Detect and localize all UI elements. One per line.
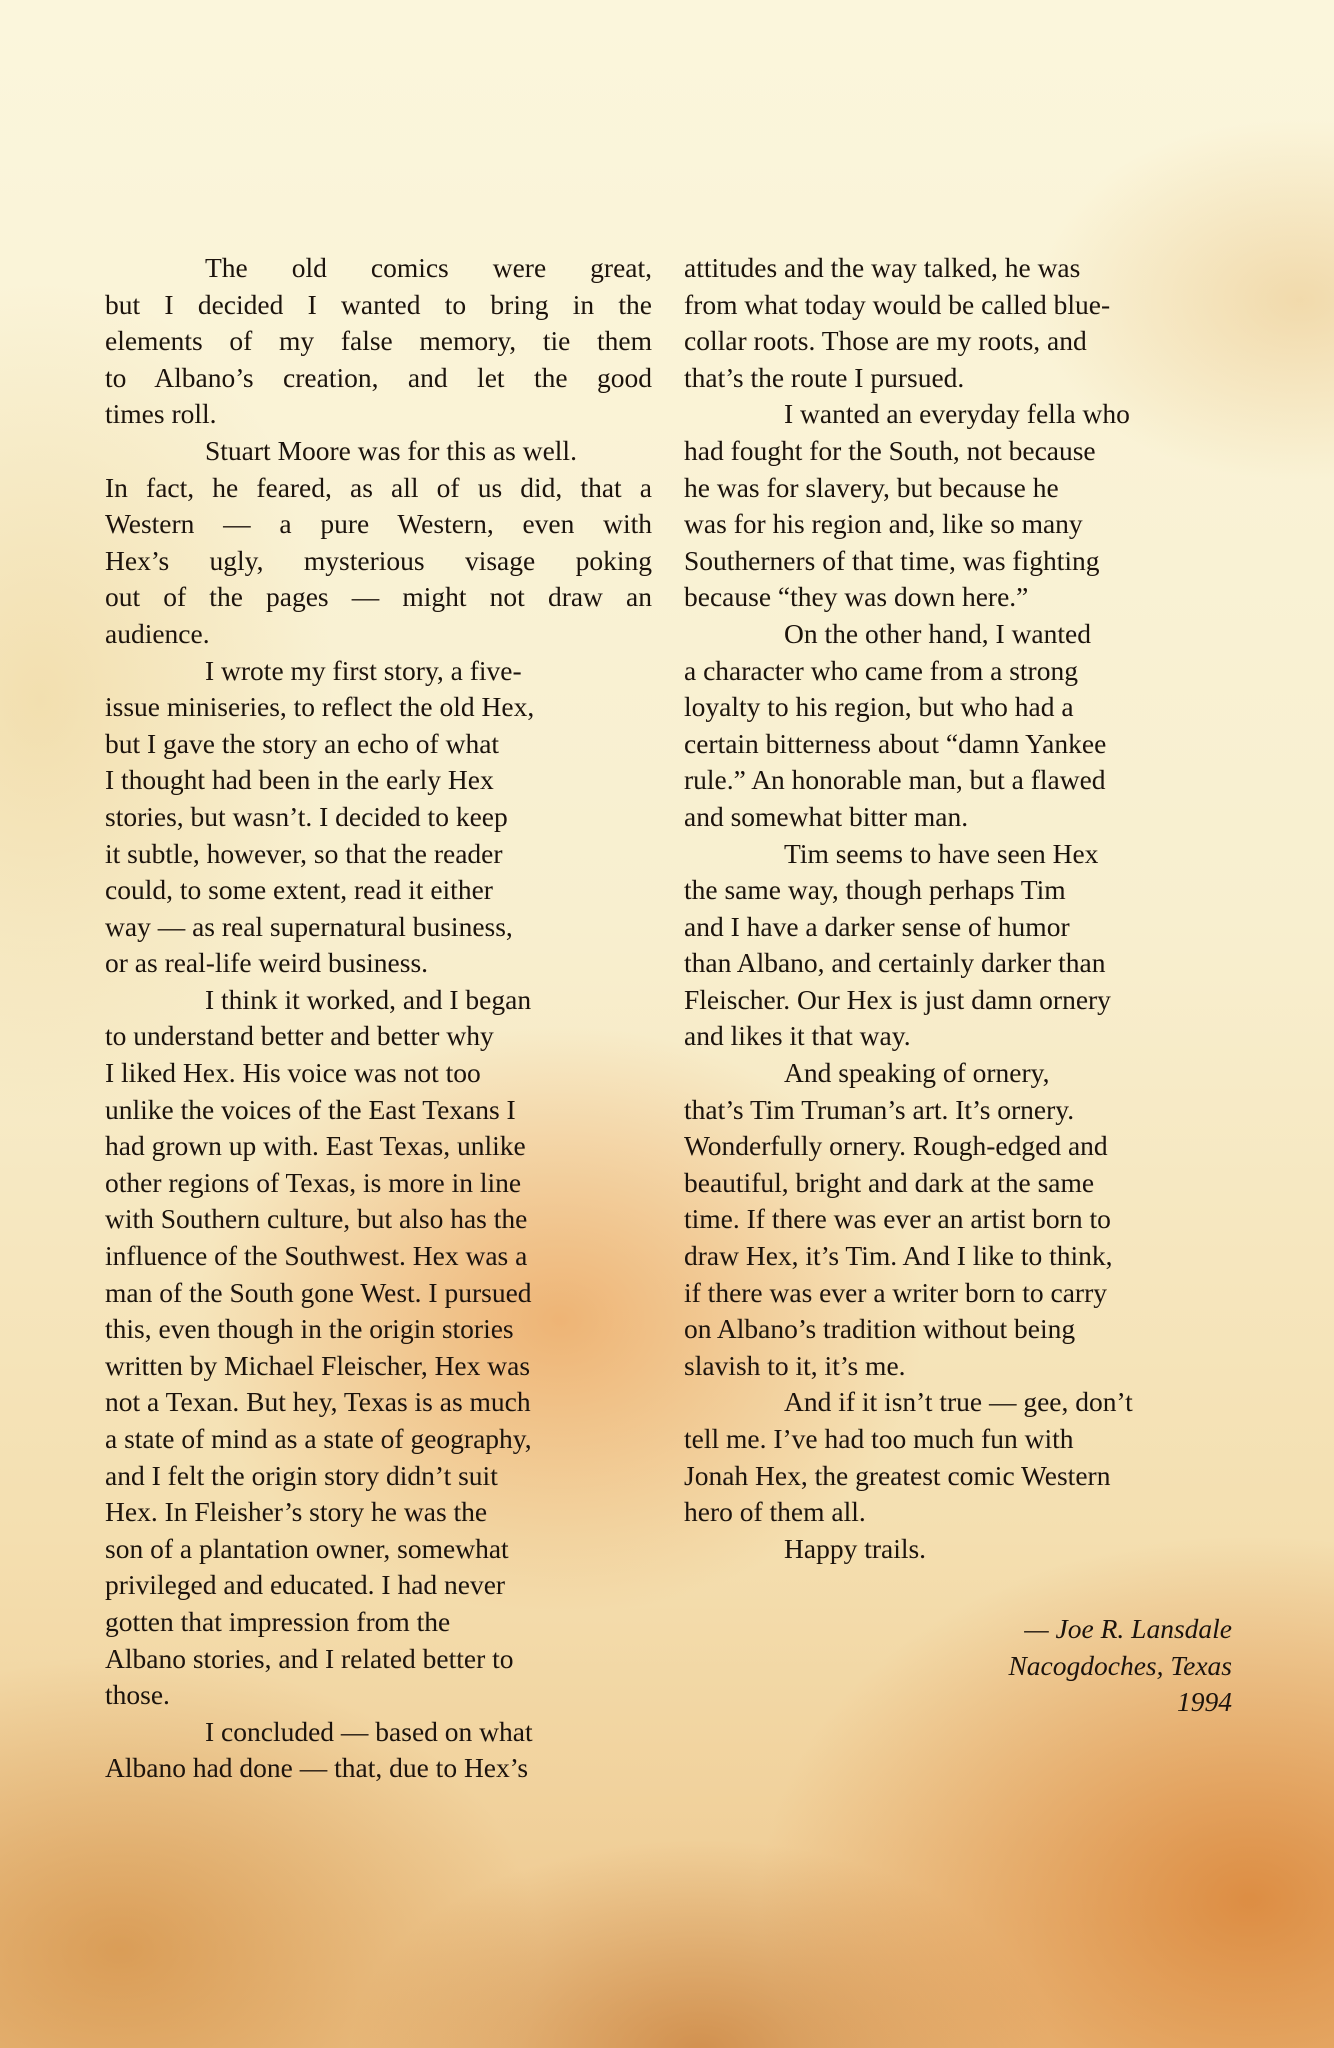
text-line: and likes it that way. [684, 1020, 911, 1052]
text-line: Southerners of that time, was fighting [684, 544, 1100, 576]
text-line: those. [105, 1679, 170, 1711]
text-line: And speaking of ornery, [784, 1057, 1050, 1089]
text-line: I wrote my first story, a five- [205, 654, 522, 686]
text-line: rule.” An honorable man, but a flawed [684, 764, 1106, 796]
text-line: hero of them all. [684, 1496, 866, 1528]
text-line: because “they was down here.” [684, 581, 1029, 613]
text-line: the same way, though perhaps Tim [684, 874, 1066, 906]
text-line: attitudes and the way talked, he was [684, 252, 1081, 283]
text-line: to understand better and better why [105, 1020, 494, 1052]
text-line: and somewhat bitter man. [684, 800, 969, 832]
text-line: times roll. [105, 398, 217, 430]
text-line: written by Michael Fleischer, Hex was [105, 1349, 531, 1381]
text-line: Western — a pure Western, even with [105, 508, 652, 540]
text-line: could, to some extent, read it either [105, 874, 493, 906]
text-line: Happy trails. [784, 1532, 927, 1564]
text-line: I think it worked, and I began [205, 983, 532, 1015]
text-line: audience. [105, 617, 210, 649]
text-line: and I have a darker sense of humor [684, 910, 1070, 942]
text-line: man of the South gone West. I pursued [105, 1276, 532, 1308]
text-line: that’s the route I pursued. [684, 361, 965, 393]
text-line: if there was ever a writer born to carry [684, 1276, 1107, 1308]
text-line: out of the pages — might not draw an [105, 581, 652, 613]
text-line: and I felt the origin story didn’t suit [105, 1459, 498, 1491]
text-line: Hex’s ugly, mysterious visage poking [105, 544, 652, 576]
text-line: that’s Tim Truman’s art. It’s ornery. [684, 1093, 1075, 1125]
text-line: slavish to it, it’s me. [684, 1349, 906, 1381]
text-line: issue miniseries, to reflect the old Hex, [105, 691, 535, 723]
signature-block [684, 1611, 1232, 1721]
text-line: it subtle, however, so that the reader [105, 837, 503, 869]
text-line: Wonderfully ornery. Rough-edged and [684, 1130, 1108, 1162]
text-line: to Albano’s creation, and let the good [105, 361, 652, 393]
text-line: this, even though in the origin stories [105, 1313, 514, 1345]
text-line: gotten that impression from the [105, 1605, 451, 1637]
text-line: Fleischer. Our Hex is just damn ornery [684, 983, 1111, 1015]
signature-year: 1994 [1177, 1686, 1232, 1718]
left-text-column [105, 250, 652, 1787]
text-line: Hex. In Fleisher’s story he was the [105, 1496, 488, 1528]
text-line: The old comics were great, [205, 252, 652, 283]
text-line: I liked Hex. His voice was not too [105, 1057, 481, 1089]
text-line: Albano had done — that, due to Hex’s [105, 1752, 529, 1784]
text-line: certain bitterness about “damn Yankee [684, 727, 1107, 759]
signature-place: Nacogdoches, Texas [1008, 1649, 1232, 1681]
text-line: I thought had been in the early Hex [105, 764, 494, 796]
text-line: son of a plantation owner, somewhat [105, 1532, 509, 1564]
text-line: And if it isn’t true — gee, don’t [784, 1386, 1133, 1418]
text-line: stories, but wasn’t. I decided to keep [105, 800, 508, 832]
text-line: but I gave the story an echo of what [105, 727, 500, 759]
text-line: Albano stories, and I related better to [105, 1642, 514, 1674]
text-line: other regions of Texas, is more in line [105, 1166, 522, 1198]
text-line: privileged and educated. I had never [105, 1569, 506, 1601]
text-line: with Southern culture, but also has the [105, 1203, 528, 1235]
text-line: influence of the Southwest. Hex was a [105, 1240, 528, 1272]
text-line: draw Hex, it’s Tim. And I like to think, [684, 1240, 1113, 1272]
text-line: but I decided I wanted to bring in the [105, 288, 652, 320]
text-line: loyalty to his region, but who had a [684, 691, 1074, 723]
text-line: on Albano’s tradition without being [684, 1313, 1076, 1345]
text-line: Jonah Hex, the greatest comic Western [684, 1459, 1111, 1491]
text-line: I concluded — based on what [205, 1715, 533, 1747]
signature-author: — Joe R. Lansdale [1024, 1613, 1232, 1644]
text-line: tell me. I’ve had too much fun with [684, 1423, 1074, 1454]
text-line: he was for slavery, but because he [684, 471, 1059, 503]
text-line: elements of my false memory, tie them [105, 325, 652, 357]
text-line: On the other hand, I wanted [784, 617, 1091, 649]
text-line: In fact, he feared, as all of us did, that a [105, 471, 652, 503]
text-line: unlike the voices of the East Texans I [105, 1093, 516, 1125]
text-line: a state of mind as a state of geography, [105, 1423, 532, 1454]
text-line: a character who came from a strong [684, 654, 1078, 686]
text-line: beautiful, bright and dark at the same [684, 1166, 1095, 1198]
text-line: had grown up with. East Texas, unlike [105, 1130, 526, 1162]
text-line: time. If there was ever an artist born to [684, 1203, 1111, 1235]
text-line: had fought for the South, not because [684, 434, 1096, 466]
text-line: way — as real supernatural business, [105, 910, 513, 942]
text-line: was for his region and, like so many [684, 508, 1083, 540]
text-line: not a Texan. But hey, Texas is as much [105, 1386, 531, 1418]
right-text-column [684, 250, 1224, 1567]
text-line: from what today would be called blue- [684, 288, 1111, 320]
text-line: or as real-life weird business. [105, 947, 429, 979]
text-line: Stuart Moore was for this as well. [205, 434, 577, 466]
text-line: collar roots. Those are my roots, and [684, 325, 1087, 357]
text-line: I wanted an everyday fella who [784, 398, 1130, 430]
text-line: than Albano, and certainly darker than [684, 947, 1106, 979]
text-line: Tim seems to have seen Hex [784, 837, 1099, 869]
